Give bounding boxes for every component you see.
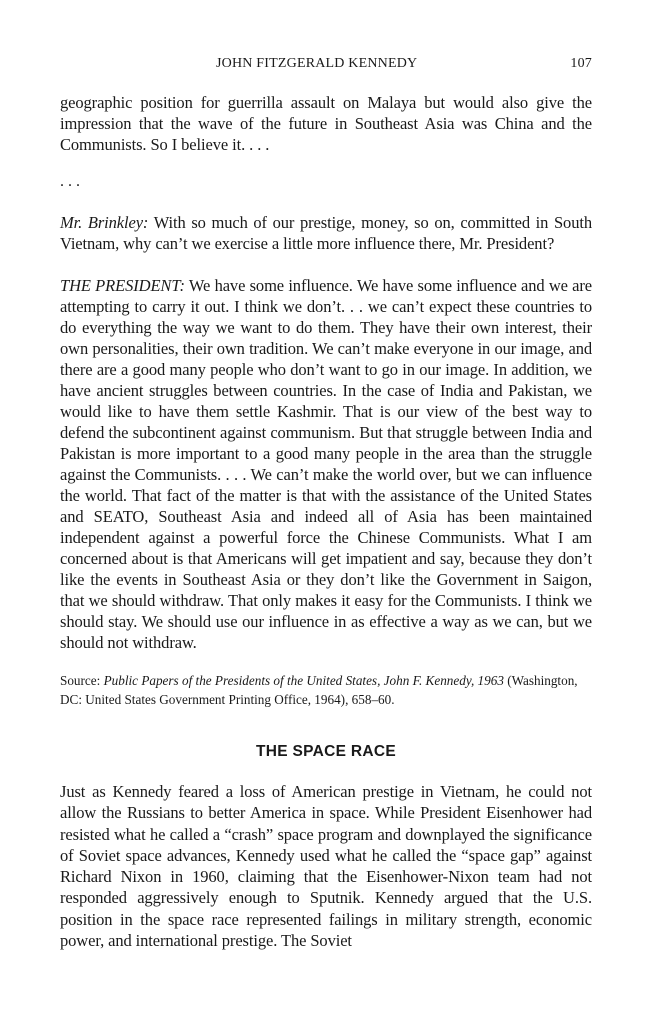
running-header: [60, 56, 592, 80]
source-citation: [60, 671, 592, 709]
president-answer-paragraph: [60, 275, 592, 653]
page-number: 107: [570, 56, 592, 71]
source-publication-details: (Washington, DC: United States Government Printing Office, 1964), 658–60.: [60, 673, 578, 707]
brinkley-question-text: With so much of our prestige, money, so on, committed in South Vietnam, why can’t we exercise a little more influence there, Mr. President?: [60, 213, 592, 253]
source-title: Public Papers of the Presidents of the United States, John F. Kennedy, 1963: [103, 673, 504, 688]
book-page: [60, 56, 592, 951]
omission-ellipsis: . . .: [60, 173, 80, 190]
brinkley-question-paragraph: [60, 212, 592, 254]
speaker-president: THE PRESIDENT:: [60, 276, 185, 295]
source-prefix: Source:: [60, 673, 104, 688]
president-answer-text: We have some influence. We have some influence and we are attempting to carry it out. I think we don’t. . . we can’t expect these countries to do everything the way we want to do them. They have their own interest, their own personalities, their own tradition. We can’t make everyone in our image, and there are a good many people who don’t want to go in our image. In addition, we have ancient struggles between countries. In the case of India and Pakistan, we would like to have them settle Kashmir. That is our view of the best way to defend the subcontinent against communism. But that struggle between India and Pakistan is more important to a good many people in the area than the struggle against the Communists. . . . We can’t make the world over, but we can influence the world. That fact of the matter is that with the assistance of the United States and SEATO, Southeast Asia and indeed all of Asia has been maintained independent against a powerful force the Chinese Communists. What I am concerned about is that Americans will get impatient and say, because they don’t like the events in Southeast Asia or they don’t like the Government in Saigon, that we should withdraw. That only makes it easy for the Communists. I think we should stay. We should use our influence in as effective a way as we can, but we should not withdraw.: [60, 276, 592, 652]
speaker-brinkley: Mr. Brinkley:: [60, 213, 149, 232]
space-race-paragraph: Just as Kennedy feared a loss of American prestige in Vietnam, he could not allow the Russians to better America in space. While President Eisenhower had resisted what he called a “crash” space program and downplayed the significance of Soviet space advances, Kennedy used what he called the “space gap” against Richard Nixon in 1960, claiming that the Eisenhower-Nixon team had not responded aggressively enough to Sputnik. Kennedy argued that the U.S. position in the space race represented failings in military strength, economic power, and international prestige. The Soviet: [60, 782, 592, 951]
body-paragraph-continuation: geographic position for guerrilla assault on Malaya but would also give the impression that the wave of the future in Southeast Asia was China and the Communists. So I believe it. . . .: [60, 93, 592, 154]
running-header-title: JOHN FITZGERALD KENNEDY: [216, 56, 418, 71]
section-heading: THE SPACE RACE: [256, 743, 396, 760]
